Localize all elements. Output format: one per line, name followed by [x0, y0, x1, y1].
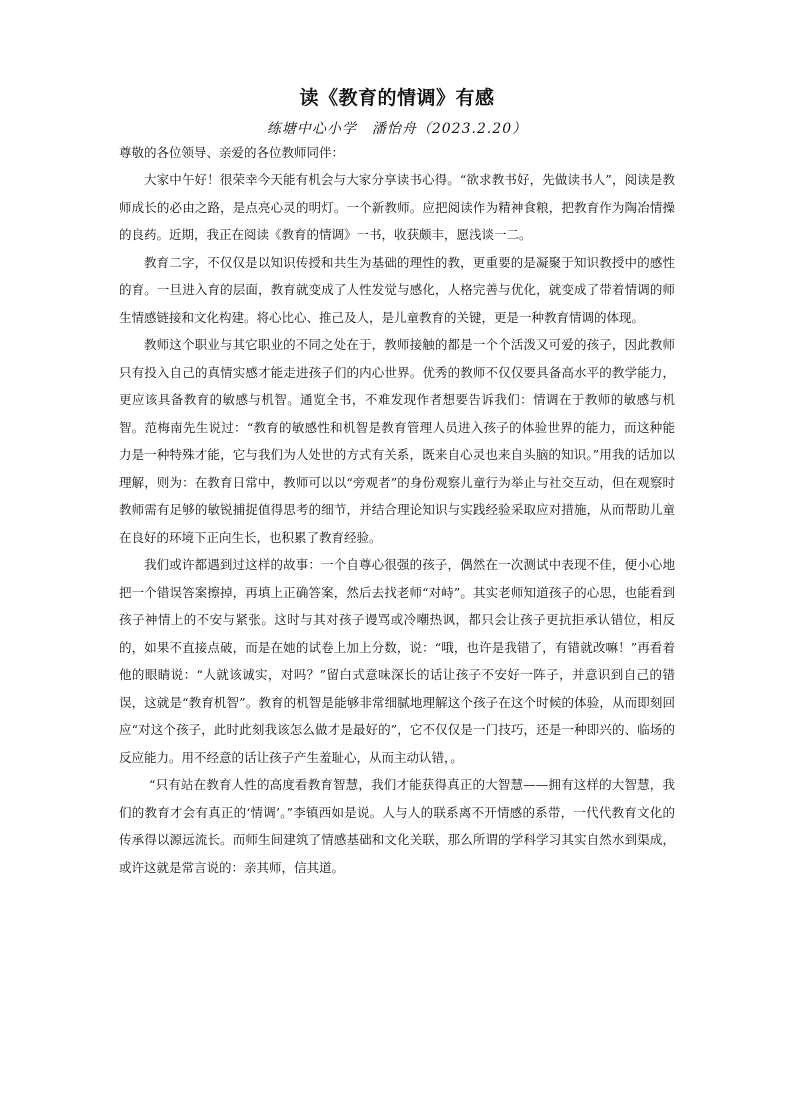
paragraph-story-example: 我们或许都遇到过这样的故事：一个自尊心很强的孩子，偶然在一次测试中表现不佳，便小心地把一个错误答案擦掉，再填上正确答案，然后去找老师“对峙”。其实老师知道孩子的心思，也能看到孩子神情上的不安与紧张。这时与其对孩子谩骂或冷嘲热讽，都只会让孩子更抗拒承认错位，相反的，如果不直接点破，而是在她的试卷上加上分数，说：“哦，也许是我错了，有错就改嘛！”再看着他的眼睛说：“人就该诚实，对吗？”留白式意味深长的话让孩子不安好一阵子，并意识到自己的错误，这就是“教育机智”。教育的机智是能够非常细腻地理解这个孩子在这个时候的体验，从而即刻回应“对这个孩子，此时此刻我该怎么做才是最好的”，它不仅仅是一门技巧，还是一种即兴的、临场的反应能力。用不经意的话让孩子产生羞耻心，从而主动认错，。: [119, 557, 675, 765]
document-title: 读《教育的情调》有感: [299, 87, 495, 109]
paragraph-teacher-sensitivity: 教师这个职业与其它职业的不同之处在于，教师接触的都是一个个活泼又可爱的孩子，因此教师只有投入自己的真情实感才能走进孩子们的内心世界。优秀的教师不仅仅要具备高水平的教学能力，更应该具备教育的敏感与机智。通览全书，不难发现作者想要告诉我们：情调在于教师的敏感与机智。范梅南先生说过：“教育的敏感性和机智是教育管理人员进入孩子的体验世界的能力，而这种能力是一种特殊才能，它与我们为人处世的方式有关系，既来自心灵也来自头脑的知识。”用我的话加以理解，则为：在教育日常中，教师可以以“旁观者”的身份观察儿童行为举止与社交互动，但在观察时教师需有足够的敏锐捕捉值得思考的细节，并结合理论知识与实践经验采取应对措施，从而帮助儿童在良好的环境下正向生长，也积累了教育经验。: [119, 337, 675, 545]
paragraph-conclusion: “只有站在教育人性的高度看教育智慧，我们才能获得真正的大智慧——拥有这样的大智慧，我们的教育才会有真正的‘情调’。”李镇西如是说。人与人的联系离不开情感的系带，一代代教育文化的传承得以源远流长。而师生间建筑了情感基础和文化关联，那么所谓的学科学习其实自然水到渠成，或许这就是常言说的：亲其师，信其道。: [119, 777, 675, 875]
document-page: [119, 84, 675, 881]
paragraph-education-meaning: 教育二字，不仅仅是以知识传授和共生为基础的理性的教，更重要的是凝聚于知识教授中的感性的育。一旦进入育的层面，教育就变成了人性发觉与感化，人格完善与优化，就变成了带着情调的师生情感链接和文化构建。将心比心、推己及人，是儿童教育的关键，更是一种教育情调的体现。: [119, 254, 675, 325]
author-byline: 练塘中心小学 潘怡舟（2023.2.20）: [266, 121, 528, 137]
paragraph-intro: 大家中午好！很荣幸今天能有机会与大家分享读书心得。“欲求教书好，先做读书人”，阅读是教师成长的必由之路，是点亮心灵的明灯。一个新教师。应把阅读作为精神食粮，把教育作为陶冶情操的良药。近期，我正在阅读《教育的情调》一书，收获颇丰，愿浅谈一二。: [119, 172, 675, 242]
greeting-line: 尊敬的各位领导、亲爱的各位教师同伴：: [119, 145, 345, 160]
